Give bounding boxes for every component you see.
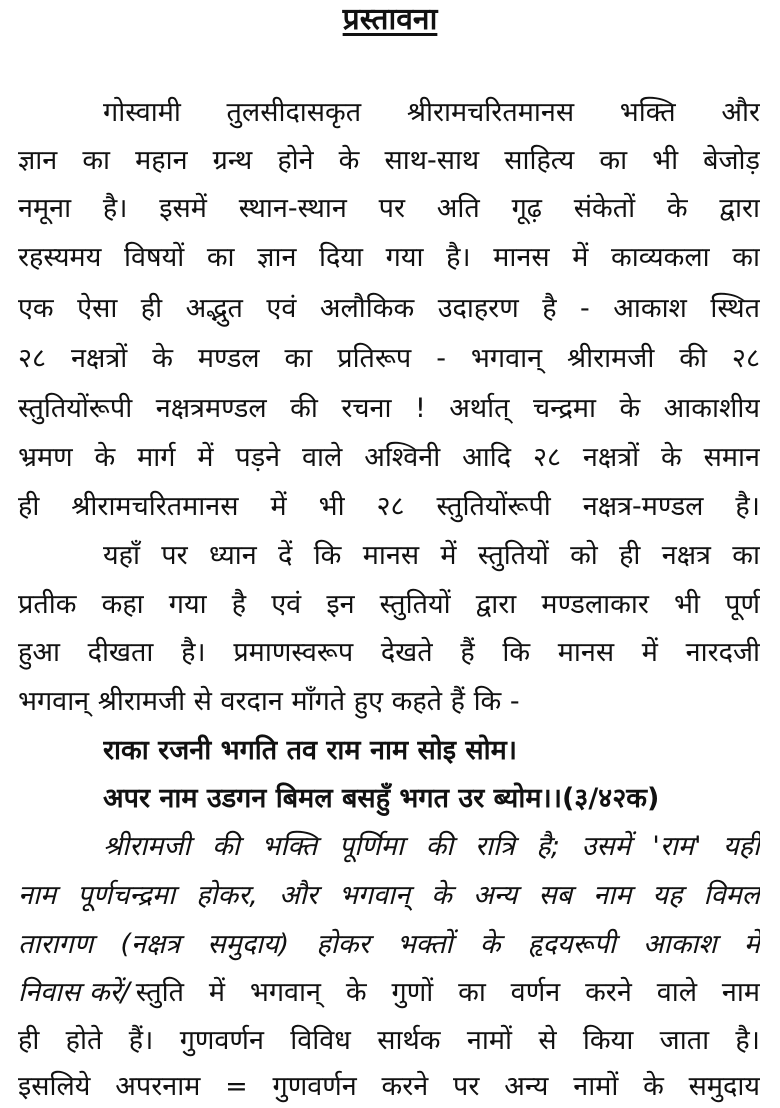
text-line: ही श्रीरामचरितमानस में भी २८ स्तुतियोंरूपी नक्षत्र-मण्डल है। <box>18 491 760 522</box>
text-line: भ्रमण के मार्ग में पड़ने वाले अश्विनी आदि २८ नक्षत्रों के समान <box>18 442 760 473</box>
commentary-line: श्रीरामजी की भक्ति पूर्णिमा की रात्रि है; उसमें 'राम' यही <box>103 831 760 862</box>
text-line: प्रतीक कहा गया है एवं इन स्तुतियों द्वारा मण्डलाकार भी पूर्ण <box>18 589 760 620</box>
text-line: एक ऐसा ही अद्भुत एवं अलौकिक उदाहरण है - आकाश स्थित <box>18 293 760 324</box>
text-line: ही होते हैं। गुणवर्णन विविध सार्थक नामों से किया जाता है। <box>18 1025 760 1056</box>
text-line: २८ नक्षत्रों के मण्डल का प्रतिरूप - भगवान् श्रीरामजी की २८ <box>18 343 760 374</box>
commentary-fragment: निवास करें/ <box>18 977 130 1008</box>
verse-line: अपर नाम उडगन बिमल बसहुँ भगत उर ब्योम।।(३/४२क) <box>103 783 660 814</box>
text-line: भगवान् श्रीरामजी से वरदान माँगते हुए कहते हैं कि - <box>18 686 520 717</box>
text-line: नमूना है। इसमें स्थान-स्थान पर अति गूढ़ संकेतों के द्वारा <box>18 193 760 224</box>
text-line: यहाँ पर ध्यान दें कि मानस में स्तुतियों को ही नक्षत्र का <box>103 540 760 571</box>
text-line: इसलिये अपरनाम = गुणवर्णन करने पर अन्य नामों के समुदाय <box>18 1071 760 1102</box>
commentary-line: तारागण (नक्षत्र समुदाय) होकर भक्तों के हृदयरूपी आकाश में <box>18 929 760 960</box>
text-fragment: स्तुति में भगवान् के गुणों का वर्णन करने वाले नाम <box>135 977 760 1008</box>
text-line: गोस्वामी तुलसीदासकृत श्रीरामचरितमानस भक्ति और <box>103 97 760 128</box>
text-line: रहस्यमय विषयों का ज्ञान दिया गया है। मानस में काव्यकला का <box>18 242 760 273</box>
page-title: प्रस्तावना <box>342 2 438 37</box>
text-line: हुआ दीखता है। प्रमाणस्वरूप देखते हैं कि मानस में नारदजी <box>18 637 760 668</box>
text-line: स्तुतियोंरूपी नक्षत्रमण्डल की रचना ! अर्थात् चन्द्रमा के आकाशीय <box>18 393 760 424</box>
verse-line: राका रजनी भगति तव राम नाम सोइ सोम। <box>103 735 518 766</box>
mixed-line <box>18 972 760 1014</box>
commentary-line: नाम पूर्णचन्द्रमा होकर, और भगवान् के अन्य सब नाम यह विमल <box>18 880 760 911</box>
text-line: ज्ञान का महान ग्रन्थ होने के साथ-साथ साहित्य का भी बेजोड़ <box>18 145 760 176</box>
